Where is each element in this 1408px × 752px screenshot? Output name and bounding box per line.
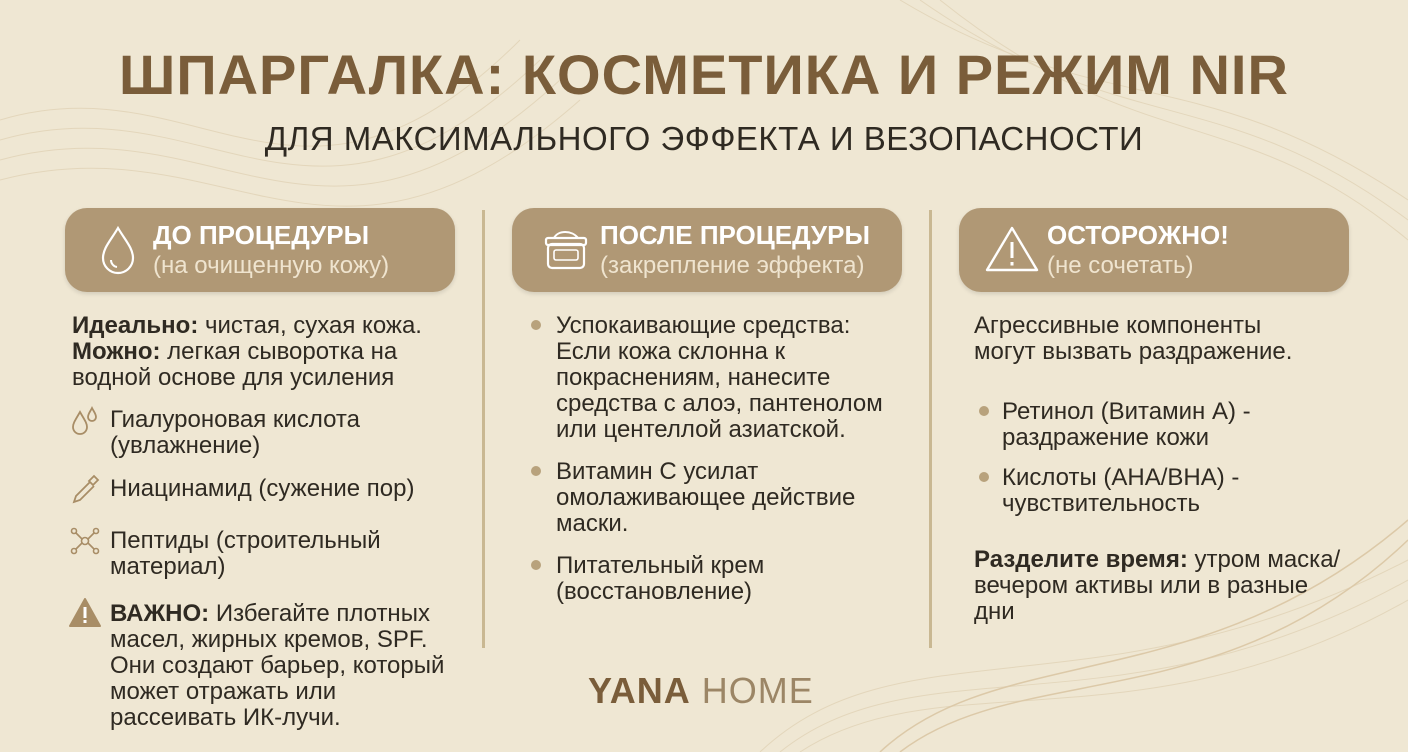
warning-line-3: Они создают барьер, который [110, 652, 445, 679]
bullet [979, 472, 989, 482]
header-title: ПОСЛЕ ПРОЦЕДУРЫ [600, 220, 870, 250]
column-divider-right [929, 210, 932, 648]
tip-line-3: дни [974, 598, 1015, 625]
list-item-niacinamide: Ниацинамид (сужение пор) [110, 475, 415, 502]
vitamin-c-line-1: Витамин С усилат [556, 458, 759, 485]
header-subtitle: (на очищенную кожу) [153, 252, 390, 279]
page-title: ШПАРГАЛКА: КОСМЕТИКА И РЕЖИМ NIR [119, 43, 1289, 106]
caution-intro-2: могут вызвать раздражение. [974, 338, 1293, 365]
intro-allowed-cont: водной основе для усиления [72, 364, 395, 391]
acids-line-2: чувствительность [1002, 490, 1201, 517]
page-subtitle: ДЛЯ МАКСИМАЛЬНОГО ЭФФЕКТА И ВЕЗОПАСНОСТИ [264, 120, 1144, 157]
header-before-procedure [65, 208, 455, 292]
intro-ideal-label: Идеально: [72, 312, 199, 339]
warning-line-4: может отражать или [110, 678, 337, 705]
bullet [979, 406, 989, 416]
water-drop-icon [87, 222, 149, 278]
warning-line-1 [110, 601, 430, 627]
list-item-hyaluronic-1: Гиалуроновая кислота [110, 406, 360, 433]
acids-line-1: Кислоты (AHA/BHA) - [1002, 464, 1240, 491]
retinol-line-2: раздражение кожи [1002, 424, 1209, 451]
soothing-line-5: или центеллой азиатской. [556, 416, 846, 443]
header-title: ДО ПРОЦЕДУРЫ [153, 220, 370, 250]
intro-allowed-text: легкая сыворотка на [160, 338, 398, 365]
bullet [531, 466, 541, 476]
list-item-hyaluronic-2: (увлажнение) [110, 432, 261, 459]
header-after-procedure [512, 208, 902, 292]
nourishing-line-1: Питательный крем [556, 552, 765, 579]
header-caution [959, 208, 1349, 292]
bullet [531, 320, 541, 330]
warning-label: ВАЖНО: [110, 600, 210, 627]
intro-ideal [72, 313, 422, 339]
intro-allowed [72, 339, 397, 365]
retinol-line-1: Ретинол (Витамин А) - [1002, 398, 1251, 425]
tip-line-1 [974, 547, 1340, 573]
intro-allowed-label: Можно: [72, 338, 161, 365]
list-item-peptides-2: материал) [110, 553, 226, 580]
droplets-icon [68, 404, 102, 438]
list-item-peptides-1: Пептиды (строительный [110, 527, 381, 554]
soothing-line-1: Успокаивающие средства: [556, 312, 851, 339]
brand-part-2: HOME [690, 670, 814, 711]
warning-triangle-icon [981, 222, 1043, 278]
tip-line-2: вечером активы или в разные [974, 572, 1309, 599]
soothing-line-3: покраснениям, нанесите [556, 364, 831, 391]
brand-logo [588, 670, 814, 712]
caution-intro-1: Агрессивные компоненты [974, 312, 1262, 339]
tip-label: Разделите время: [974, 546, 1188, 573]
intro-ideal-text: чистая, сухая кожа. [198, 312, 422, 339]
soothing-line-4: средства с алоэ, пантенолом [556, 390, 883, 417]
header-subtitle: (закрепление эффекта) [600, 252, 865, 279]
cream-jar-icon [534, 222, 596, 278]
bullet [531, 560, 541, 570]
soothing-line-2: Если кожа склонна к [556, 338, 786, 365]
warning-icon [68, 596, 102, 630]
vitamin-c-line-2: омолаживающее действие [556, 484, 856, 511]
tip-text: утром маска/ [1187, 546, 1341, 573]
warning-line-2: масел, жирных кремов, SPF. [110, 626, 428, 653]
brand-part-1: YANA [588, 670, 691, 711]
nourishing-line-2: (восстановление) [556, 578, 753, 605]
header-subtitle: (не сочетать) [1047, 252, 1194, 279]
vitamin-c-line-3: маски. [556, 510, 629, 537]
warning-line-5: рассеивать ИК-лучи. [110, 704, 341, 731]
molecule-icon [68, 524, 102, 558]
header-title: ОСТОРОЖНО! [1047, 220, 1229, 250]
column-divider-left [482, 210, 485, 648]
warning-text: Избегайте плотных [209, 600, 430, 627]
pipette-icon [68, 472, 102, 506]
